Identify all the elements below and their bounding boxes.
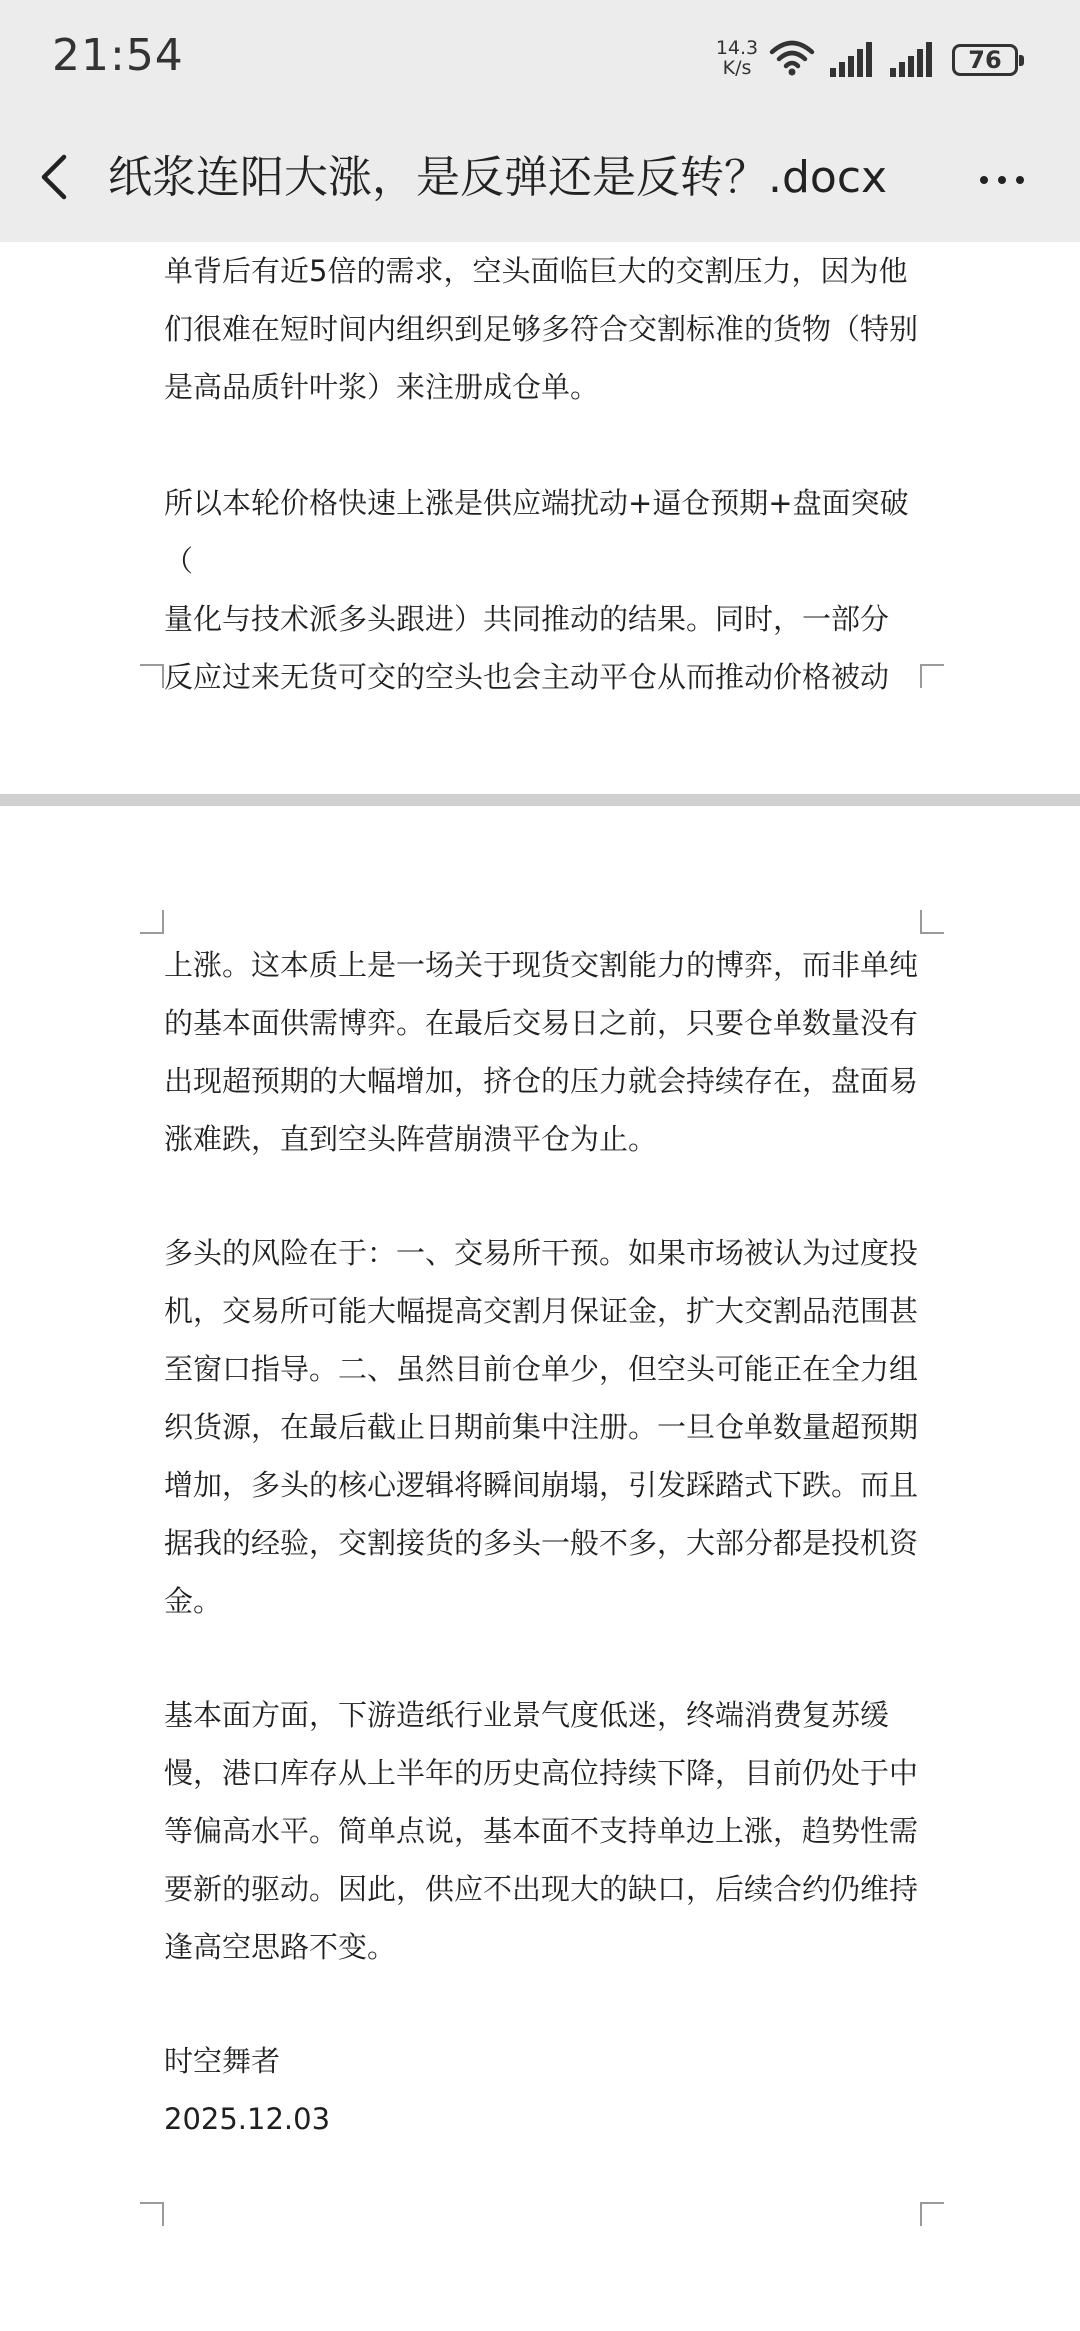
margin-corner-mark (920, 664, 944, 688)
text-line: 单背后有近5倍的需求，空头面临巨大的交割压力，因为他 (164, 254, 908, 288)
document-page (0, 242, 1080, 794)
page-text (164, 936, 920, 2148)
wifi-icon (768, 38, 816, 78)
paragraph: 基本面方面，下游造纸行业景气度低迷，终端消费复苏缓慢，港口库存从上半年的历史高位持续下降，目前仍处于中等偏高水平。简单点说，基本面不支持单边上涨，趋势性需要新的驱动。因此，供应不出现大的缺口，后续合约仍维持逢高空思路不变。 (164, 1698, 919, 1964)
margin-corner-mark (920, 2202, 944, 2226)
text-line: 是高品质针叶浆）来注册成仓单。 (164, 370, 600, 404)
document-page (0, 806, 1080, 2331)
back-arrow-icon[interactable] (28, 147, 88, 207)
more-options-icon[interactable] (972, 155, 1032, 205)
app-bar (0, 120, 1080, 242)
page-text (164, 242, 920, 706)
document-title: 纸浆连阳大涨，是反弹还是反转？.docx (108, 152, 888, 203)
status-time: 21:54 (52, 30, 184, 81)
paragraph: 上涨。这本质上是一场关于现货交割能力的博弈，而非单纯的基本面供需博弈。在最后交易日之前，只要仓单数量没有出现超预期的大幅增加，挤仓的压力就会持续存在，盘面易涨难跌，直到空头阵营崩溃平仓为止。 (164, 948, 919, 1156)
margin-corner-mark (140, 910, 164, 934)
network-speed-unit: K/s (722, 57, 752, 79)
author-name: 时空舞者 (164, 2044, 281, 2078)
battery-icon: 76 (952, 44, 1018, 76)
signal-icon (830, 40, 876, 78)
blank-line (164, 416, 920, 474)
text-line: 量化与技术派多头跟进）共同推动的结果。同时，一部分 (164, 602, 890, 636)
text-line: 反应过来无货可交的空头也会主动平仓从而推动价格被动 (164, 660, 890, 694)
network-speed-value: 14.3 (715, 37, 759, 59)
margin-corner-mark (920, 910, 944, 934)
network-speed (712, 38, 762, 78)
text-line: 所以本轮价格快速上涨是供应端扰动+逼仓预期+盘面突破（ (164, 486, 909, 578)
margin-corner-mark (140, 2202, 164, 2226)
text-line: 们很难在短时间内组织到足够多符合交割标准的货物（特别 (164, 312, 919, 346)
margin-corner-mark (140, 664, 164, 688)
paragraph: 多头的风险在于：一、交易所干预。如果市场被认为过度投机，交易所可能大幅提高交割月保证金，扩大交割品范围甚至窗口指导。二、虽然目前仓单少，但空头可能正在全力组织货源，在最后截止日期前集中注册。一旦仓单数量超预期增加，多头的核心逻辑将瞬间崩塌，引发踩踏式下跌。而且据我的经验，交割接货的多头一般不多，大部分都是投机资金。 (164, 1236, 919, 1618)
publish-date: 2025.12.03 (164, 2102, 331, 2136)
signal-icon (890, 40, 936, 78)
status-bar (0, 0, 1080, 120)
